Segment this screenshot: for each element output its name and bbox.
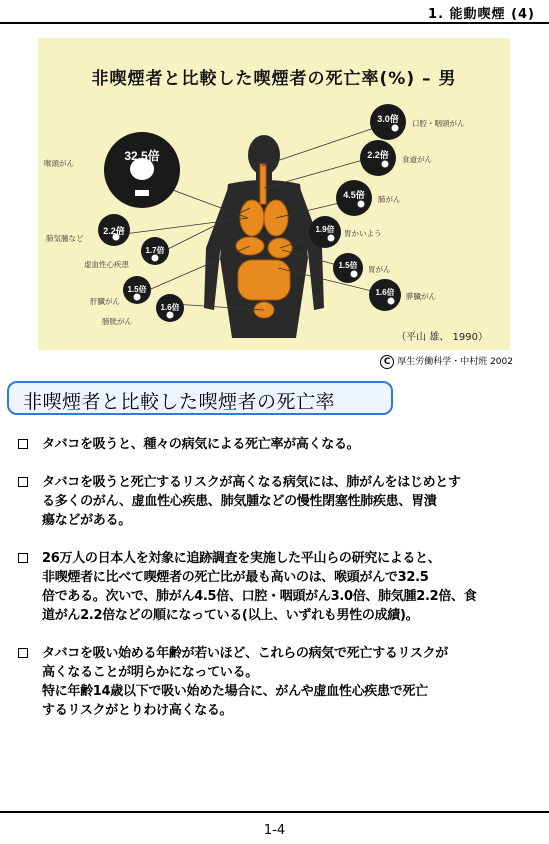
label-oral: 口腔・咽頭がん bbox=[412, 119, 465, 128]
list-item: タバコを吸い始める年齢が若いほど、これらの病気で死亡するリスクが 高くなることが明らかになっている。 特に年齢14歳以下で吸い始めた場合に、がんや虚血性心疾患で死亡 するリスクがとりわけ高くなる。 bbox=[18, 644, 523, 720]
ratio-stomach: 1.5倍 bbox=[338, 261, 358, 270]
copyright-note bbox=[380, 354, 513, 369]
bullet-list bbox=[18, 435, 523, 739]
list-item: タバコを吸うと、種々の病気による死亡率が高くなる。 bbox=[18, 435, 523, 454]
figure-source: （平山 雄、 1990） bbox=[396, 332, 488, 343]
list-item: タバコを吸うと死亡するリスクが高くなる病気には、肺がんをはじめとす る多くのがん、虚血性心疾患、肺気腫などの慢性閉塞性肺疾患、胃潰 瘍などがある。 bbox=[18, 473, 523, 530]
ratio-larynx: 32.5倍 bbox=[124, 149, 160, 163]
label-stomach: 胃がん bbox=[368, 265, 391, 274]
label-ulcer: 胃かいよう bbox=[344, 229, 382, 238]
header-title: 1. 能動喫煙 (4) bbox=[428, 7, 535, 22]
label-esophagus: 食道がん bbox=[402, 155, 432, 164]
ratio-liver: 1.5倍 bbox=[127, 285, 147, 294]
mortality-figure bbox=[38, 38, 510, 350]
ratio-pancreas: 1.6倍 bbox=[375, 288, 395, 297]
label-ischemic: 虚血性心疾患 bbox=[84, 260, 129, 269]
checkbox-square-icon bbox=[18, 439, 28, 449]
label-liver: 肝臓がん bbox=[90, 297, 120, 306]
bottom-rule bbox=[0, 811, 549, 813]
ratio-oral: 3.0倍 bbox=[377, 114, 399, 124]
copyright-icon: C bbox=[380, 355, 394, 369]
ratio-bladder: 1.6倍 bbox=[160, 303, 180, 312]
label-pancreas: 膵臓がん bbox=[406, 292, 436, 301]
ratio-lung: 4.5倍 bbox=[343, 190, 365, 200]
ratio-esophagus: 2.2倍 bbox=[367, 150, 389, 160]
ratio-emphysema: 2.2倍 bbox=[103, 226, 125, 236]
label-emphysema: 肺気腫など bbox=[46, 234, 84, 243]
checkbox-square-icon bbox=[18, 477, 28, 487]
checkbox-square-icon bbox=[18, 553, 28, 563]
figure-title: 非喫煙者と比較した喫煙者の死亡率(%) – 男 bbox=[91, 69, 457, 89]
page-number: 1-4 bbox=[263, 823, 286, 838]
label-larynx: 喉頭がん bbox=[44, 159, 74, 168]
copyright-text: 厚生労働科学・中村班 2002 bbox=[397, 357, 513, 367]
label-bladder: 膀胱がん bbox=[102, 317, 132, 326]
top-rule bbox=[0, 22, 549, 24]
ratio-ulcer: 1.9倍 bbox=[315, 225, 335, 234]
section-heading: 非喫煙者と比較した喫煙者の死亡率 bbox=[23, 391, 336, 413]
ratio-ischemic: 1.7倍 bbox=[145, 246, 165, 255]
section-heading-box bbox=[7, 381, 393, 415]
label-lung: 肺がん bbox=[378, 195, 401, 204]
checkbox-square-icon bbox=[18, 648, 28, 658]
list-item: 26万人の日本人を対象に追跡調査を実施した平山らの研究によると、 非喫煙者に比べて喫煙者の死亡比が最も高いのは、喉頭がんで32.5 倍である。次いで、肺がん4.5倍、口腔・咽頭がん3.0倍、肺気腫2.2倍、食 道がん2.2倍などの順になっている(以上、いずれも男性の成績)。 bbox=[18, 549, 523, 625]
